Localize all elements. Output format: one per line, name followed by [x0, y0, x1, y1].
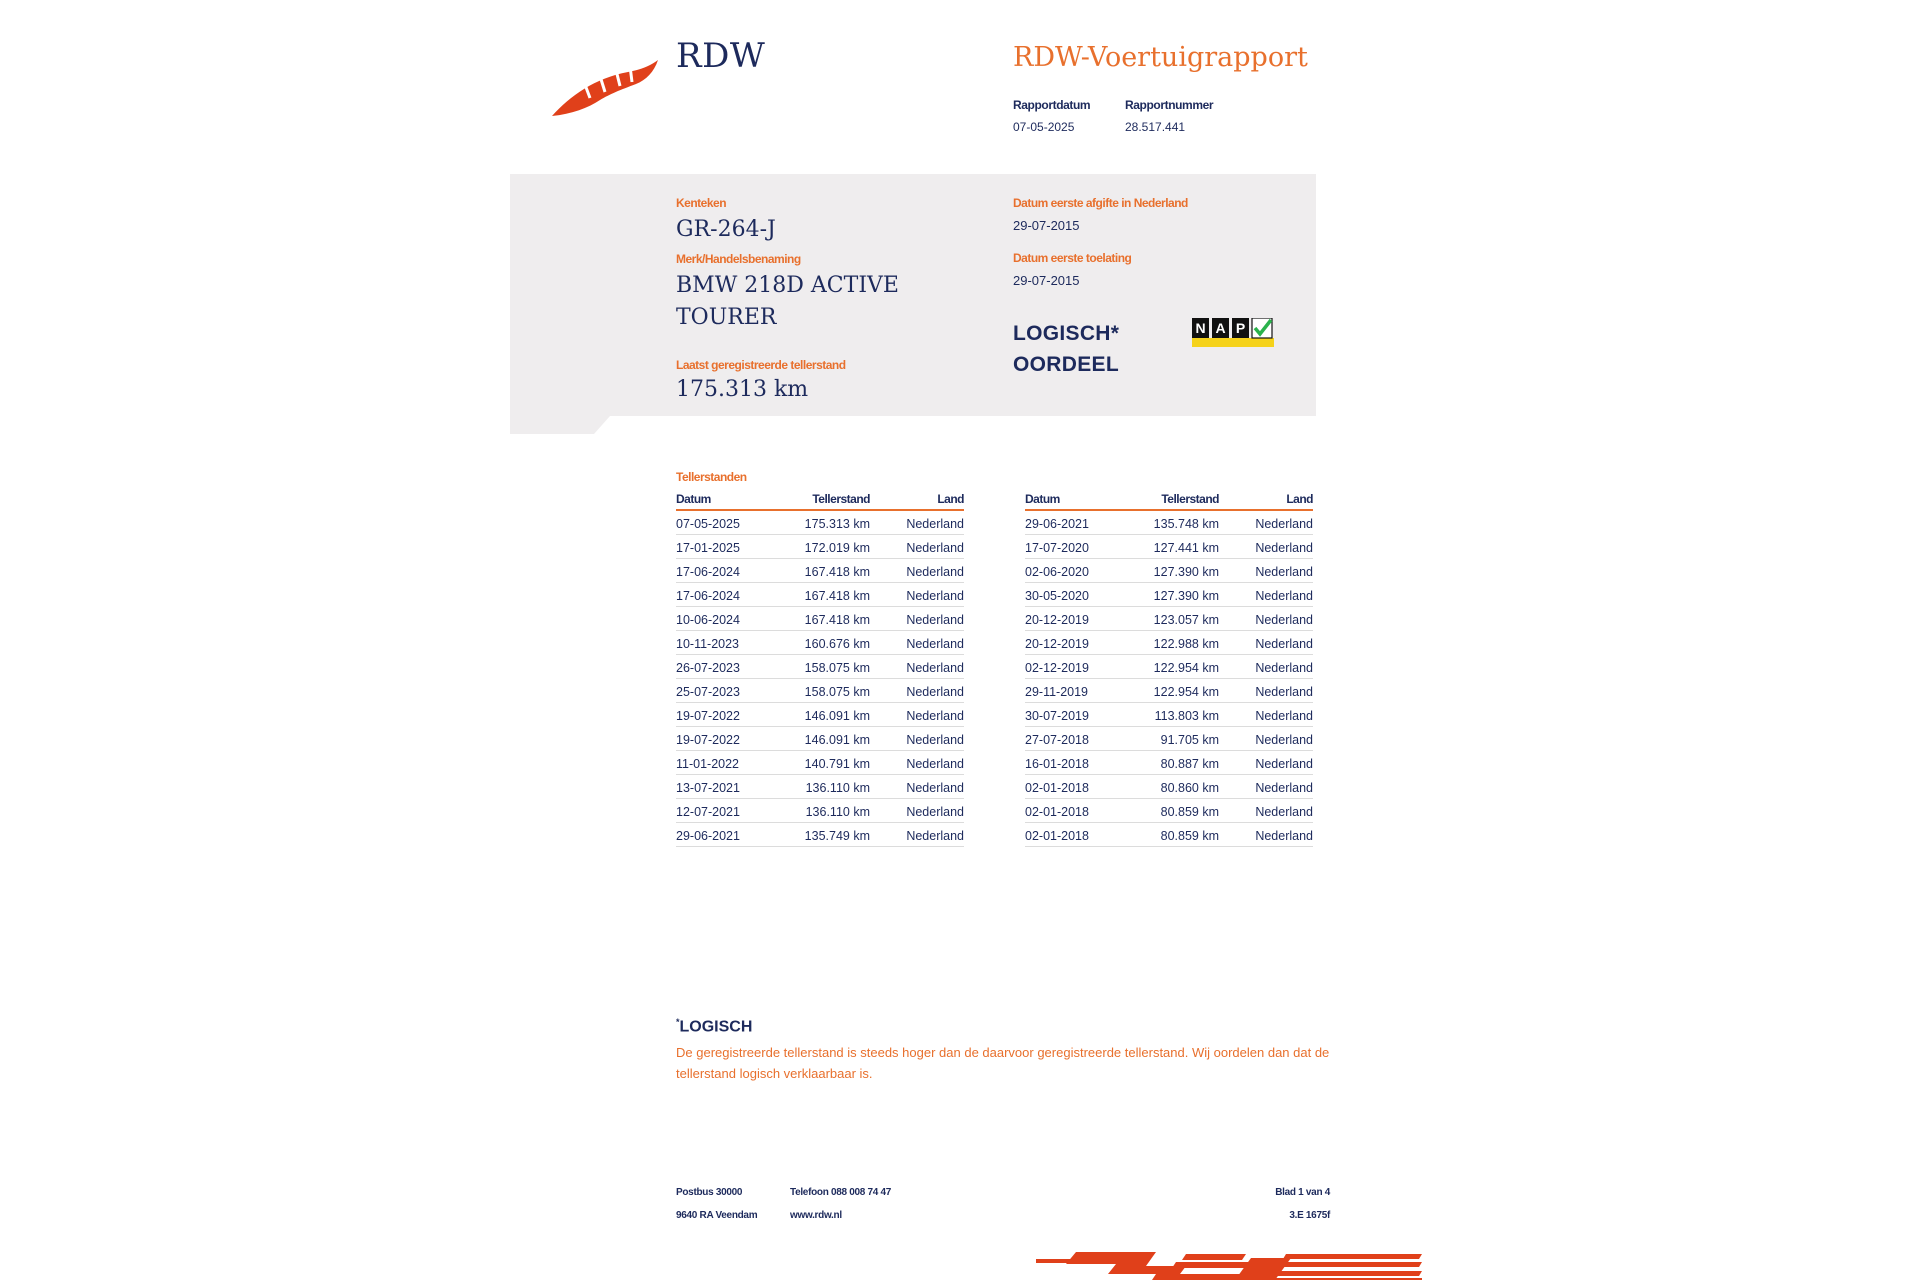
reading-country: Nederland [1255, 781, 1313, 795]
table-row [1025, 727, 1313, 751]
readings-table-right [1025, 492, 1313, 847]
reading-country: Nederland [906, 637, 964, 651]
reading-date: 02-12-2019 [1025, 661, 1089, 675]
reading-value: 135.749 km [804, 829, 870, 843]
reading-date: 16-01-2018 [1025, 757, 1089, 771]
reading-date: 10-11-2023 [676, 637, 740, 651]
header-country: Land [937, 492, 964, 506]
table-row [676, 751, 964, 775]
reading-date: 07-05-2025 [676, 517, 740, 531]
footer-address-line1: Postbus 30000 [676, 1187, 743, 1198]
report-title: RDW-Voertuigrapport [1013, 42, 1308, 73]
first-nl-value: 29-07-2015 [1013, 218, 1080, 233]
reading-country: Nederland [1255, 709, 1313, 723]
table-row [1025, 511, 1313, 535]
reading-country: Nederland [1255, 613, 1313, 627]
reading-country: Nederland [906, 565, 964, 579]
reading-country: Nederland [1255, 517, 1313, 531]
reading-value: 91.705 km [1160, 733, 1219, 747]
table-row [1025, 703, 1313, 727]
reading-country: Nederland [906, 661, 964, 675]
reading-value: 175.313 km [804, 517, 870, 531]
reading-value: 167.418 km [804, 613, 870, 627]
table-row [1025, 751, 1313, 775]
reading-date: 17-06-2024 [676, 589, 740, 603]
reading-date: 02-06-2020 [1025, 565, 1089, 579]
odometer-label: Laatst geregistreerde tellerstand [676, 358, 846, 372]
readings-table-left [676, 492, 964, 847]
decorative-stripes-icon [1036, 1252, 1422, 1280]
reading-value: 122.988 km [1153, 637, 1219, 651]
reading-date: 12-07-2021 [676, 805, 740, 819]
header-reading: Tellerstand [812, 492, 870, 506]
reading-country: Nederland [906, 685, 964, 699]
reading-date: 02-01-2018 [1025, 829, 1089, 843]
reading-value: 80.887 km [1160, 757, 1219, 771]
note-asterisk: * [676, 1017, 680, 1027]
reading-date: 13-07-2021 [676, 781, 740, 795]
reading-value: 140.791 km [804, 757, 870, 771]
reading-country: Nederland [906, 805, 964, 819]
reading-country: Nederland [1255, 829, 1313, 843]
table-row [1025, 583, 1313, 607]
table-row [676, 799, 964, 823]
header-date: Datum [1025, 492, 1060, 506]
note-text: De geregistreerde tellerstand is steeds hoger dan de daarvoor geregistreerde tellerstand. Wij oordelen dan dat de tellerstand logisch verklaarbaar is. [676, 1045, 1330, 1081]
reading-date: 27-07-2018 [1025, 733, 1089, 747]
reading-value: 123.057 km [1153, 613, 1219, 627]
report-date: 07-05-2025 [1013, 120, 1075, 134]
table-row [1025, 655, 1313, 679]
reading-value: 136.110 km [805, 781, 870, 795]
reading-country: Nederland [1255, 805, 1313, 819]
reading-value: 167.418 km [804, 589, 870, 603]
table-row [1025, 799, 1313, 823]
reading-date: 17-07-2020 [1025, 541, 1089, 555]
reading-date: 17-01-2025 [676, 541, 740, 555]
reading-date: 19-07-2022 [676, 709, 740, 723]
reading-date: 30-07-2019 [1025, 709, 1089, 723]
reading-country: Nederland [1255, 637, 1313, 651]
reading-value: 122.954 km [1153, 685, 1219, 699]
make-line1: BMW 218D ACTIVE [676, 273, 899, 298]
table-row [1025, 679, 1313, 703]
reading-value: 80.859 km [1160, 829, 1219, 843]
table-row [676, 775, 964, 799]
reading-date: 02-01-2018 [1025, 781, 1089, 795]
reading-country: Nederland [906, 541, 964, 555]
reading-country: Nederland [1255, 565, 1313, 579]
report-date-label: Rapportdatum [1013, 98, 1091, 112]
footer-page: Blad 1 van 4 [1275, 1187, 1330, 1198]
reading-date: 20-12-2019 [1025, 613, 1089, 627]
note-title-text: LOGISCH [679, 1018, 753, 1036]
reading-date: 26-07-2023 [676, 661, 740, 675]
table-row [676, 631, 964, 655]
reading-value: 80.859 km [1160, 805, 1219, 819]
reading-country: Nederland [1255, 661, 1313, 675]
table-row [1025, 535, 1313, 559]
table-row [1025, 823, 1313, 847]
nap-letter: N [1195, 320, 1206, 336]
reading-date: 19-07-2022 [676, 733, 740, 747]
footer-code: 3.E 1675f [1289, 1210, 1330, 1221]
make-label: Merk/Handelsbenaming [676, 252, 801, 266]
reading-value: 158.075 km [804, 661, 870, 675]
reading-date: 25-07-2023 [676, 685, 740, 699]
reading-date: 29-06-2021 [676, 829, 740, 843]
reading-date: 17-06-2024 [676, 565, 740, 579]
reading-country: Nederland [906, 829, 964, 843]
reading-country: Nederland [906, 709, 964, 723]
verdict-line2: OORDEEL [1013, 353, 1119, 376]
reading-value: 127.390 km [1153, 565, 1219, 579]
reading-country: Nederland [906, 757, 964, 771]
reading-country: Nederland [1255, 685, 1313, 699]
table-header [676, 492, 964, 511]
header-reading: Tellerstand [1161, 492, 1219, 506]
rdw-logo-icon [550, 58, 660, 120]
reading-value: 146.091 km [804, 709, 870, 723]
reading-date: 29-06-2021 [1025, 517, 1089, 531]
reading-country: Nederland [906, 517, 964, 531]
table-row [676, 823, 964, 847]
table-row [1025, 559, 1313, 583]
table-header [1025, 492, 1313, 511]
reading-date: 11-01-2022 [676, 757, 740, 771]
reading-value: 158.075 km [804, 685, 870, 699]
table-row [676, 607, 964, 631]
plate-value: GR-264-J [676, 217, 776, 242]
nap-letter: P [1235, 320, 1246, 336]
reading-value: 122.954 km [1153, 661, 1219, 675]
reading-value: 127.390 km [1153, 589, 1219, 603]
report-number-block [1125, 98, 1213, 134]
table-row [676, 559, 964, 583]
reading-date: 10-06-2024 [676, 613, 740, 627]
reading-value: 172.019 km [804, 541, 870, 555]
table-row [676, 727, 964, 751]
note-title [676, 1017, 752, 1036]
reading-country: Nederland [1255, 757, 1313, 771]
brand-name: RDW [676, 36, 766, 76]
readings-title: Tellerstanden [676, 470, 747, 484]
footer-web[interactable]: www.rdw.nl [790, 1210, 842, 1221]
table-row [676, 703, 964, 727]
report-number: 28.517.441 [1125, 120, 1186, 134]
reading-country: Nederland [1255, 541, 1313, 555]
table-row [676, 583, 964, 607]
reading-country: Nederland [906, 589, 964, 603]
reading-country: Nederland [906, 733, 964, 747]
vehicle-summary-panel [510, 174, 1316, 414]
make-line2: TOURER [676, 305, 777, 330]
verdict-line1: LOGISCH* [1013, 322, 1120, 345]
first-nl-label: Datum eerste afgifte in Nederland [1013, 196, 1188, 210]
verdict [1013, 318, 1119, 380]
reading-value: 127.441 km [1153, 541, 1219, 555]
header-date: Datum [676, 492, 711, 506]
reading-value: 80.860 km [1160, 781, 1219, 795]
reading-date: 29-11-2019 [1025, 685, 1089, 699]
table-row [1025, 607, 1313, 631]
first-admission-value: 29-07-2015 [1013, 273, 1080, 288]
reading-date: 30-05-2020 [1025, 589, 1089, 603]
footer-phone: Telefoon 088 008 74 47 [790, 1187, 892, 1198]
reading-country: Nederland [906, 781, 964, 795]
reading-value: 136.110 km [805, 805, 870, 819]
nap-letter: A [1215, 320, 1226, 336]
reading-value: 113.803 km [1154, 709, 1219, 723]
footer-address-line2: 9640 RA Veendam [676, 1210, 758, 1221]
reading-value: 146.091 km [804, 733, 870, 747]
report-date-block [1013, 98, 1090, 134]
plate-label: Kenteken [676, 196, 727, 210]
reading-country: Nederland [906, 613, 964, 627]
reading-date: 20-12-2019 [1025, 637, 1089, 651]
table-row [1025, 775, 1313, 799]
table-row [1025, 631, 1313, 655]
table-row [676, 535, 964, 559]
table-row [676, 655, 964, 679]
table-row [676, 679, 964, 703]
report-number-label: Rapportnummer [1125, 98, 1214, 112]
reading-country: Nederland [1255, 733, 1313, 747]
table-row [676, 511, 964, 535]
first-admission-label: Datum eerste toelating [1013, 251, 1132, 265]
reading-value: 160.676 km [804, 637, 870, 651]
reading-country: Nederland [1255, 589, 1313, 603]
odometer-value: 175.313 km [676, 377, 809, 402]
header-country: Land [1286, 492, 1313, 506]
panel-notch [510, 414, 1316, 434]
reading-value: 167.418 km [804, 565, 870, 579]
reading-date: 02-01-2018 [1025, 805, 1089, 819]
nap-logo-icon [1192, 318, 1274, 348]
reading-value: 135.748 km [1153, 517, 1219, 531]
